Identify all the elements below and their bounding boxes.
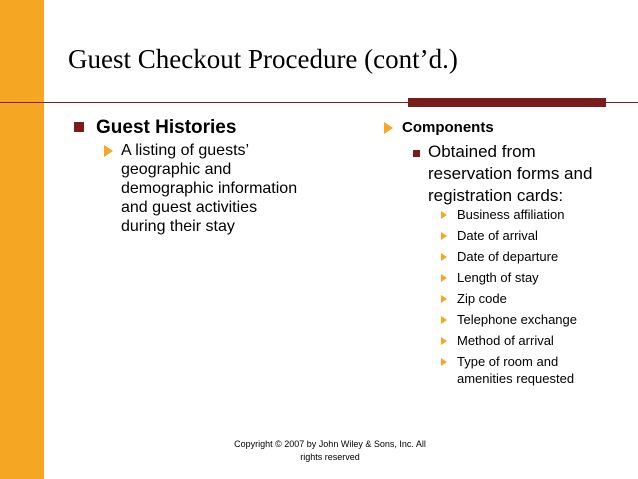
guest-histories-heading: Guest Histories <box>96 117 237 138</box>
list-item: Date of arrival <box>457 228 538 243</box>
triangle-bullet-icon <box>441 211 447 219</box>
triangle-bullet-icon <box>441 232 447 240</box>
triangle-bullet-icon <box>441 316 447 324</box>
components-line: registration cards: <box>428 186 564 205</box>
triangle-bullet-icon <box>441 337 447 345</box>
list-item: Type of room and <box>457 354 559 369</box>
triangle-bullet-icon <box>441 274 447 282</box>
triangle-bullet-icon <box>441 358 447 366</box>
description-line: demographic information <box>121 180 298 197</box>
guest-histories-description <box>121 141 297 236</box>
description-line: and guest activities <box>121 199 258 216</box>
title-divider-accent <box>408 98 606 107</box>
copyright-footer <box>230 438 430 464</box>
triangle-bullet-icon <box>104 145 113 157</box>
slide-title: Guest Checkout Procedure (cont’d.) <box>68 44 458 74</box>
square-bullet-icon <box>413 150 420 157</box>
description-line: during their stay <box>121 218 235 235</box>
components-line: reservation forms and <box>428 164 593 183</box>
footer-line: Copyright © 2007 by John Wiley & Sons, Inc. All <box>234 439 426 449</box>
description-line: A listing of guests’ <box>121 142 250 159</box>
triangle-bullet-icon <box>441 253 447 261</box>
components-heading: Components <box>402 119 494 136</box>
description-line: geographic and <box>121 161 232 178</box>
components-description <box>428 141 592 207</box>
list-item: Zip code <box>457 291 507 306</box>
left-accent-bar <box>0 0 44 479</box>
triangle-bullet-icon <box>441 295 447 303</box>
list-item: Method of arrival <box>457 333 554 348</box>
triangle-bullet-icon <box>384 122 393 134</box>
square-bullet-icon <box>74 122 84 132</box>
list-item: Date of departure <box>457 249 559 264</box>
components-line: Obtained from <box>428 142 536 161</box>
list-item: Length of stay <box>457 270 539 285</box>
list-item: Telephone exchange <box>457 312 577 327</box>
list-item-continuation: amenities requested <box>457 371 575 386</box>
list-item: Business affiliation <box>457 207 565 222</box>
footer-line: rights reserved <box>300 452 360 462</box>
